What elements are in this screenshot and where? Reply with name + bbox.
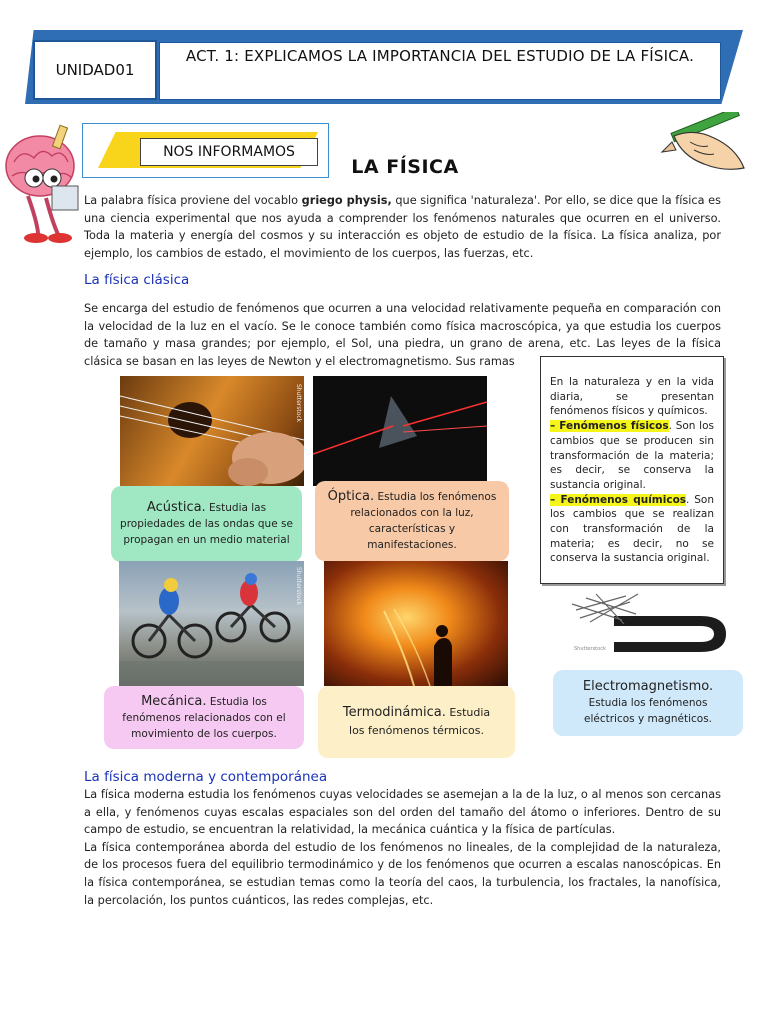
note-intro: En la naturaleza y en la vida diaria, se presentan fenómenos físicos y químicos. — [550, 376, 714, 418]
brain-mascot-illustration — [0, 122, 84, 246]
classic-physics-paragraph: Se encarga del estudio de fenómenos que ocurren a una velocidad relativamente pequeña en comparación con la velocidad de la luz en el vacío. Se le conoce también como física macroscópica, ya que estudia los cuerpos de tamaño y masa grandes; por ejemplo, el Sol, una piedra, un grano de arena, etc. Las leyes de la física clásica se basan en las leyes de Newton y el electromagnetismo. Sus ramas — [84, 302, 721, 368]
termodinamica-term: Termodinámica. — [342, 705, 446, 720]
contemporary-physics-text: La física contemporánea aborda del estudio de los fenómenos no lineales, de la complejidad de la naturaleza, de los procesos fuera del equilibrio termodinámico y de los fenómenos que ocurren a escalas nanoscópicas. En la física contemporánea, se estudian temas como la teoría del caos, la turbulencia, los fractales, la nanofísica, la percolación, los puntos cuánticos, las redes complejas, etc. — [84, 840, 721, 907]
unit-label: UNIDAD01 — [33, 40, 157, 100]
mecanica-description: Estudia los fenómenos relacionados con el movimiento de los cuerpos. — [122, 695, 286, 740]
cyclists-photo — [119, 561, 304, 686]
foundry-photo — [324, 561, 508, 686]
termodinamica-description: Estudia los fenómenos térmicos. — [349, 706, 491, 737]
prism-photo — [313, 376, 487, 486]
optica-description: Estudia los fenómenos relacionados con la luz, características y manifestaciones. — [350, 491, 497, 551]
mecanica-card — [104, 686, 304, 749]
intro-paragraph — [84, 192, 721, 262]
physical-phenomena-label: – Fenómenos físicos — [550, 420, 669, 433]
activity-title: ACT. 1: EXPLICAMOS LA IMPORTANCIA DEL ESTUDIO DE LA FÍSICA. — [185, 47, 695, 65]
intro-text-end: que significa 'naturaleza'. Por ello, se dice que la física es una ciencia experimental que nos ayuda a comprender los fenómenos naturales que ocurren en el universo. Toda la materia y energía del cosmos y su interacción es objeto de estudio de la física. La física analiza, por ejemplo, los cambios de estado, el movimiento de los cuerpos, las fuerzas, etc. — [84, 194, 721, 260]
termodinamica-card — [318, 686, 515, 758]
chemical-phenomena-text: . Son los cambios que se realizan con transformación de la materia; es decir, no se conserva la sustancia original. — [550, 493, 714, 565]
watermark-guitar: Shutterstock — [295, 384, 302, 423]
modern-physics-heading: La física moderna y contemporánea — [84, 769, 328, 785]
acustica-card — [111, 486, 302, 562]
electromagnetismo-description: Estudia los fenómenos eléctricos y magnéticos. — [584, 697, 712, 725]
modern-physics-paragraph — [84, 786, 721, 909]
intro-bold-term: griego physis, — [301, 194, 392, 207]
magnet-photo — [566, 590, 736, 656]
page-title: LA FÍSICA — [351, 156, 459, 178]
electromagnetismo-card — [553, 670, 743, 736]
optica-term: Óptica. — [327, 489, 375, 504]
electromagnetismo-term: Electromagnetismo. — [582, 679, 714, 694]
guitar-photo — [120, 376, 304, 486]
section-badge: NOS INFORMAMOS — [140, 138, 318, 166]
mecanica-term: Mecánica. — [141, 693, 207, 709]
chemical-phenomena-label: – Fenómenos químicos — [550, 493, 687, 506]
intro-text-start: La palabra física proviene del vocablo — [84, 194, 302, 207]
acustica-description: Estudia las propiedades de las ondas que se propagan en un medio material — [120, 502, 293, 546]
physical-phenomena-text: . Son los cambios que se producen sin transformación de la materia; es decir, se conserva la sustancia original. — [550, 420, 714, 491]
acustica-term: Acústica. — [146, 500, 206, 515]
optica-card — [315, 481, 509, 561]
hand-pencil-illustration — [650, 112, 750, 170]
modern-physics-text: La física moderna estudia los fenómenos cuyas velocidades se asemejan a la de la luz, o al menos son cercanas a ella, y fenómenos cuyas escalas espaciales son del orden del tamaño del átomo o inferiores. Dentro de su campo de estudio, se encuentran la relatividad, la mecánica cuántica y la física de partículas. — [84, 788, 721, 837]
phenomena-note-box — [540, 356, 724, 584]
watermark-magnet: Shutterstock — [574, 646, 606, 652]
classic-physics-heading: La física clásica — [84, 272, 190, 288]
watermark-cyclists: Shutterstock — [295, 567, 302, 606]
